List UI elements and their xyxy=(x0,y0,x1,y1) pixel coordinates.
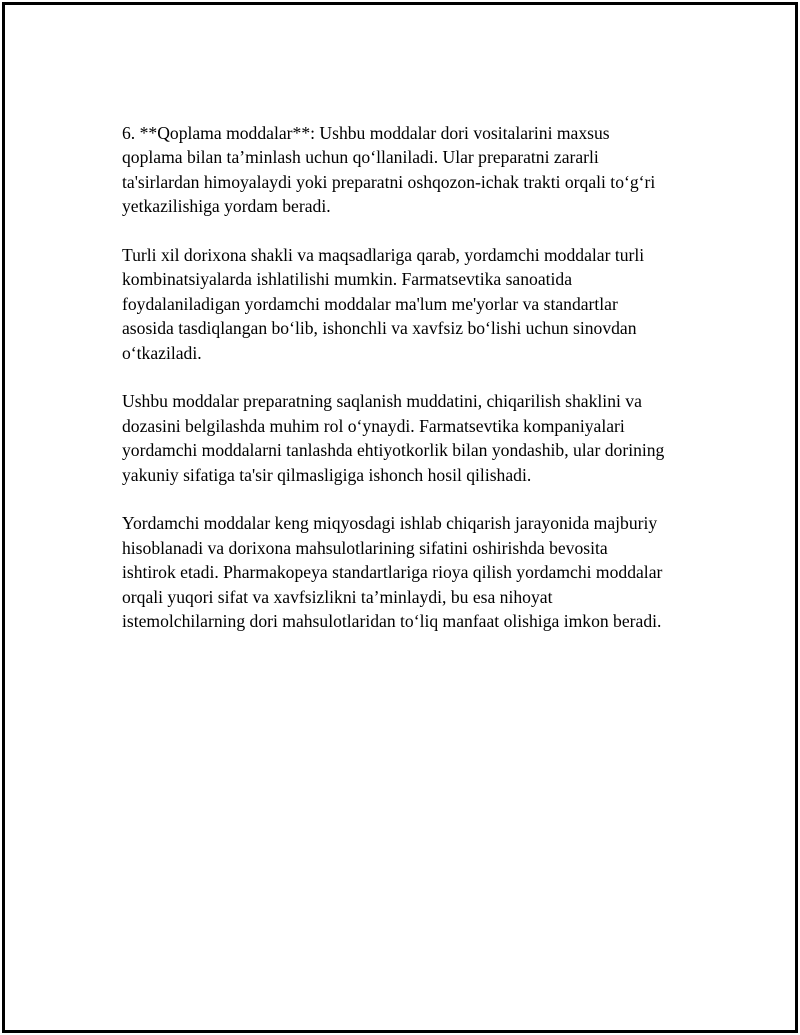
document-body xyxy=(122,121,712,658)
paragraph-shelf-life: Ushbu moddalar preparatning saqlanish muddatini, chiqarilish shaklini va dozasini belgilashda muhim rol o‘ynaydi. Farmatsevtika kompaniyalari yordamchi moddalarni tanlashda ehtiyotkorlik bilan yondashib, ular dorining yakuniy sifatiga ta'sir qilmasligiga ishonch hosil qilishadi. xyxy=(122,391,665,485)
paragraph-coating-substances: 6. **Qoplama moddalar**: Ushbu moddalar dori vositalarini maxsus qoplama bilan ta’minlash uchun qo‘llaniladi. Ular preparatni zararli ta'sirlardan himoyalaydi yoki preparatni oshqozon-ichak trakti orqali to‘g‘ri yetkazilishiga yordam beradi. xyxy=(122,123,656,217)
paragraph-combinations: Turli xil dorixona shakli va maqsadlariga qarab, yordamchi moddalar turli kombinatsiyalarda ishlatilishi mumkin. Farmatsevtika sanoatida foydalaniladigan yordamchi moddalar ma'lum me'yorlar va standartlar asosida tasdiqlangan bo‘lib, ishonchli va xavfsiz bo‘lishi uchun sinovdan o‘tkaziladi. xyxy=(122,245,645,363)
paragraph-production: Yordamchi moddalar keng miqyosdagi ishlab chiqarish jarayonida majburiy hisoblanadi va dorixona mahsulotlarining sifatini oshirishda bevosita ishtirok etadi. Pharmakopeya standartlariga rioya qilish yordamchi moddalar orqali yuqori sifat va xavfsizlikni ta’minlaydi, bu esa nihoyat istemolchilarning dori mahsulotlaridan to‘liq manfaat olishiga imkon beradi. xyxy=(122,513,663,632)
page-frame xyxy=(2,2,798,1033)
